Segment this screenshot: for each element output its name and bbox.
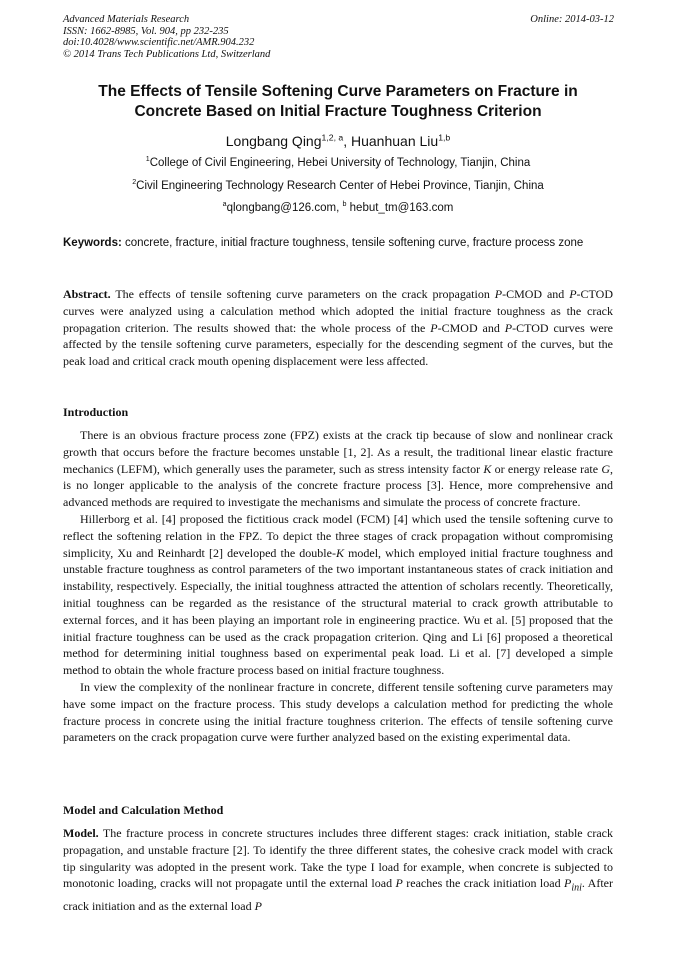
intro-var-double-k: K <box>335 545 344 560</box>
issn-line: ISSN: 1662-8985, Vol. 904, pp 232-235 <box>63 25 229 37</box>
intro-p1-text-b: or energy release rate <box>491 461 602 476</box>
author-2-affil: 1,b <box>438 132 451 143</box>
email-line <box>63 201 613 215</box>
keywords <box>63 235 613 251</box>
author-2-name: Huanhuan Liu <box>351 133 439 149</box>
abstract-text-4: -CMOD and <box>437 320 505 335</box>
keywords-text: concrete, fracture, initial fracture toughness, tensile softening curve, fracture process zone <box>121 237 584 249</box>
author-1-affil: 1,2, a <box>321 132 344 143</box>
abstract-text-5: -CTOD curves were affected by the tensile softening curve parameters, especially for the descending segment of the curves, but the peak load and critical crack mouth opening displacement were less affected. <box>63 320 614 369</box>
model-var-p-ini: P <box>564 876 572 891</box>
model-sub-ini: ini <box>571 882 582 894</box>
paper-title <box>63 82 613 122</box>
model-text-3: . After crack initiation and as the external load <box>63 876 613 913</box>
abstract-text-1: The effects of tensile softening curve parameters on the crack propagation <box>110 287 495 301</box>
affiliation-2-text: Civil Engineering Technology Research Center of Hebei Province, Tianjin, China <box>136 180 544 192</box>
email-b-mark: b <box>342 200 347 209</box>
journal-header <box>63 14 270 60</box>
intro-paragraph-2 <box>63 511 613 679</box>
model-var-p3: P <box>254 898 262 913</box>
abstract-var-p1: P <box>494 287 503 301</box>
title-line-2: Concrete Based on Initial Fracture Toughness Criterion <box>134 103 542 120</box>
intro-paragraph-3: In view the complexity of the nonlinear fracture in concrete, different tensile softening curve parameters may have some impact on the fracture process. This study develops a calculation method for predicting the whole fracture process in concrete using the initial fracture toughness criterion. The effects of tensile softening curve parameters on the crack propagation curve were further analyzed based on the existing experimental data. <box>63 679 613 745</box>
model-text-2: reaches the crack initiation load <box>402 876 564 891</box>
abstract-var-p3: P <box>430 320 438 335</box>
keywords-label: Keywords: <box>63 237 122 249</box>
journal-name: Advanced Materials Research <box>63 14 190 25</box>
email-a-mark: a <box>222 200 227 209</box>
abstract-var-p4: P <box>504 320 513 335</box>
introduction-section <box>63 404 613 746</box>
author-1-name: Longbang Qing <box>225 133 322 149</box>
intro-p1-text-a: There is an obvious fracture process zone (FPZ) exists at the crack tip because of slow and nonlinear crack growth that occurs before the fracture becomes unstable [1, 2]. As a result, the traditional linear elastic fracture mechanics (LEFM), which generally uses the parameter, such as stress intensity factor <box>63 428 613 476</box>
intro-p2-text-a: Hillerborg et al. [4] proposed the fictitious crack model (FCM) [4] which used the tensile softening curve to reflect the softening relation in the FPZ. To depict the three stages of crack propagation without compromising simplicity, Xu and Reinhardt [2] developed the double- <box>63 511 613 560</box>
abstract-paragraph <box>63 286 613 370</box>
affiliation-1-text: College of Civil Engineering, Hebei University of Technology, Tianjin, China <box>149 157 531 169</box>
model-label: Model. <box>63 826 99 840</box>
online-date: Online: 2014-03-12 <box>530 14 614 25</box>
model-var-p1: P <box>395 876 403 891</box>
abstract-text-3: -CTOD curves were analyzed using a calculation method which adopted the initial fracture toughness as the crack propagation criterion. The results showed that: the whole process of the <box>63 287 613 335</box>
title-line-1: The Effects of Tensile Softening Curve Parameters on Fracture in <box>98 83 578 100</box>
affiliation-1 <box>63 156 613 170</box>
affiliation-1-mark: 1 <box>145 155 150 164</box>
affiliation-2 <box>63 179 613 193</box>
doi-line: doi:10.4028/www.scientific.net/AMR.904.232 <box>63 37 255 48</box>
abstract-label: Abstract. <box>63 287 111 301</box>
introduction-heading: Introduction <box>63 405 129 419</box>
affiliation-2-mark: 2 <box>132 178 137 187</box>
intro-p2-text-b: model, which employed initial fracture toughness and unstable fracture toughness as control parameters of the two important instantaneous states of crack initiation and instability, respectively. Especially, the initial toughness attracted the attention of scholars recently. Theoretically, initial toughness can be regarded as the resistance of the structural material to crack growth attributable to external forces, and it has been playing an important role in engineering practice. Wu et al. [5] proposed that the initial fracture toughness can be used as the crack propagation criterion. Qing and Li [6] proposed a theoretical method for determining initial toughness based on experimental peak load. Li et al. [7] developed a simple method to obtain the whole fracture process based on initial fracture toughness. <box>63 545 613 678</box>
email-b: hebut_tm@163.com <box>346 202 454 214</box>
intro-p1-text-c: , is no longer applicable to the analysis of the concrete fracture process [3]. Hence, more comprehensive and advanced methods are required to investigate the mechanisms and simulate the process of concrete fracture. <box>63 461 613 510</box>
author-list <box>63 132 613 150</box>
model-heading: Model and Calculation Method <box>63 803 224 817</box>
author-separator: , <box>343 133 351 149</box>
abstract <box>63 286 613 370</box>
intro-var-k: K <box>483 461 492 476</box>
email-a: qlongbang@126.com, <box>226 202 343 214</box>
model-section <box>63 802 613 914</box>
copyright-line: © 2014 Trans Tech Publications Ltd, Switzerland <box>63 48 271 60</box>
model-text-1: The fracture process in concrete structures includes three different stages: crack initiation, stable crack propagation, and unstable fracture [2]. To identify the three different states, the cohesive crack model with crack tip singularity was adopted in the present work. Take the type I load for example, when concrete is subjected to monotonic loading, cracks will not propagate until the external load <box>63 826 613 891</box>
model-paragraph <box>63 825 613 914</box>
intro-paragraph-1 <box>63 427 613 511</box>
intro-var-g: G <box>601 461 610 476</box>
abstract-var-p2: P <box>569 287 577 301</box>
abstract-text-2: -CMOD and <box>502 287 570 301</box>
